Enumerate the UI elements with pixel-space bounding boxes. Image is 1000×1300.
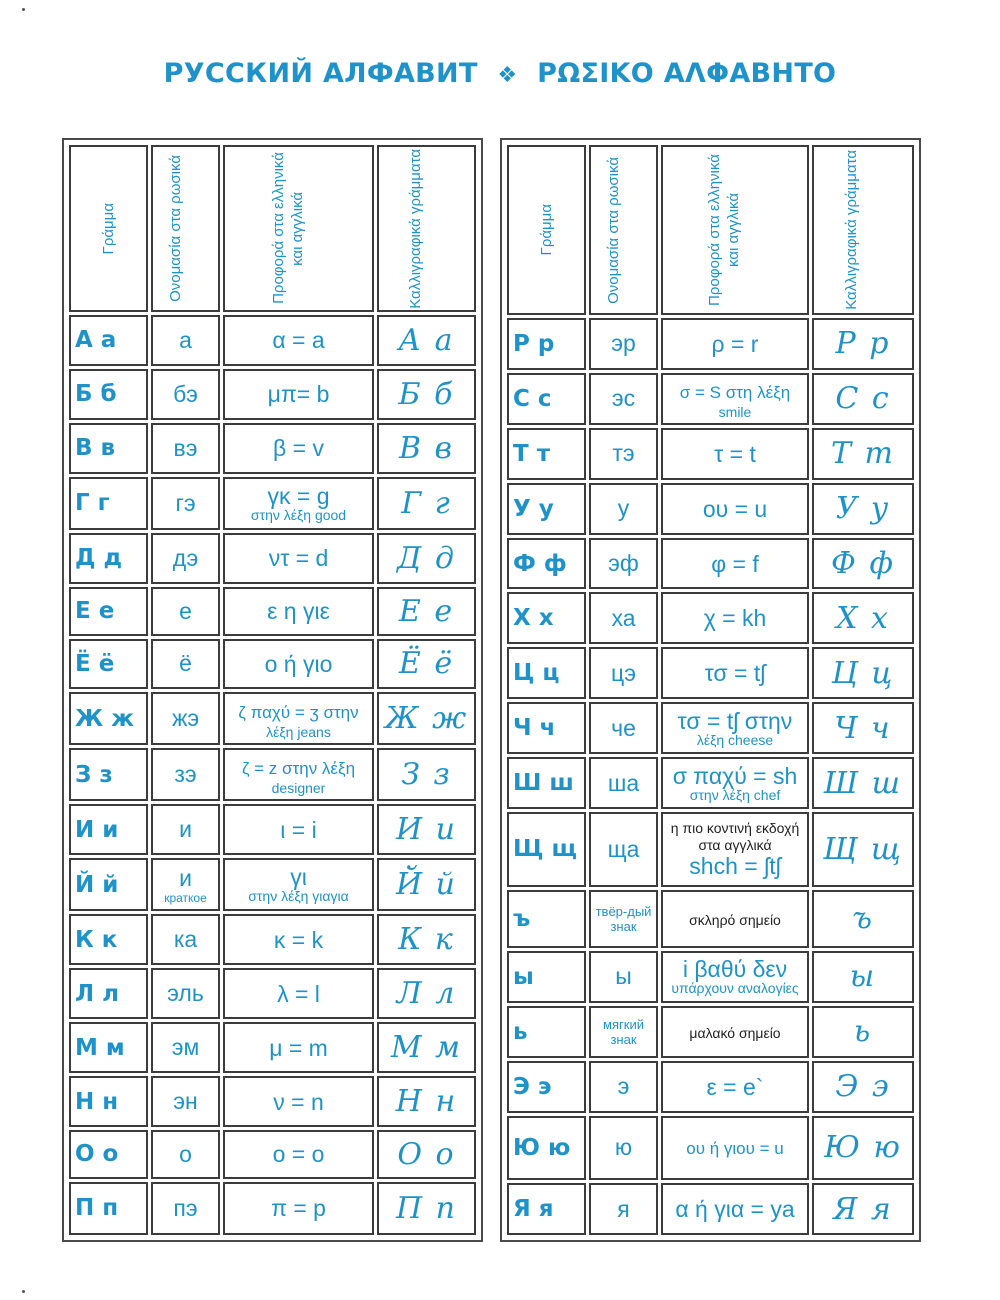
- pronunciation-cell: [661, 1061, 809, 1113]
- russian-name-cell: [589, 428, 658, 480]
- pronunciation-note: μαλακό σημείο: [689, 1025, 781, 1042]
- pronunciation-cell: [661, 592, 809, 644]
- calligraphy-cell: ь: [812, 1006, 914, 1058]
- pronunciation-note: σκληρό σημείο: [689, 912, 781, 929]
- russian-name-cell: [151, 533, 220, 584]
- letter-cell: Т т: [507, 428, 586, 480]
- calligraphy-cell: Ё ё: [377, 639, 476, 690]
- table-row: [507, 812, 914, 887]
- russian-name: у: [617, 495, 630, 522]
- russian-name-cell: [151, 748, 220, 801]
- header-calligraphy: Καλλιγραφικά γράμματα: [377, 145, 476, 312]
- calligraphy-cell: Е е: [377, 587, 476, 636]
- header-russian-name: Ονομασία στα ρωσικά: [589, 145, 658, 315]
- letter-cell: Л л: [69, 968, 148, 1019]
- calligraphy-cell: Т т: [812, 428, 914, 480]
- table-row: [69, 1130, 476, 1179]
- letter-cell: ы: [507, 951, 586, 1003]
- letter-cell: Э э: [507, 1061, 586, 1113]
- letter-cell: Д д: [69, 533, 148, 584]
- pronunciation-cell: [223, 315, 374, 366]
- russian-name: ю: [614, 1134, 633, 1161]
- pronunciation: τσ = tʃ: [704, 660, 766, 687]
- russian-name: ша: [607, 769, 640, 796]
- pronunciation-example: smile: [718, 403, 752, 420]
- table-row: [69, 968, 476, 1019]
- pronunciation: φ = f: [711, 550, 759, 577]
- pronunciation-cell: [661, 647, 809, 699]
- russian-name-cell: [151, 968, 220, 1019]
- table-row: [69, 315, 476, 366]
- russian-name-cell: [589, 1183, 658, 1235]
- russian-name: гэ: [175, 489, 196, 516]
- pronunciation: τ = t: [714, 440, 756, 467]
- calligraphy-cell: Г г: [377, 477, 476, 530]
- russian-name: ка: [173, 926, 198, 953]
- russian-name-cell: [589, 1061, 658, 1113]
- calligraphy-cell: А а: [377, 315, 476, 366]
- table-row: [69, 533, 476, 584]
- table-row: [507, 951, 914, 1003]
- russian-name-cell: [151, 423, 220, 474]
- russian-name-cell: [589, 812, 658, 887]
- pronunciation-cell: [223, 804, 374, 855]
- pronunciation: ρ = r: [711, 330, 759, 357]
- pronunciation-cell: [223, 1182, 374, 1235]
- calligraphy-cell: Х х: [812, 592, 914, 644]
- pronunciation: ε = e`: [706, 1073, 764, 1100]
- russian-name-cell: [151, 692, 220, 745]
- russian-name: жэ: [171, 705, 200, 732]
- header-letter: Γράμμα: [507, 145, 586, 315]
- pronunciation-example: λέξη jeans: [266, 723, 331, 740]
- russian-name: ё: [179, 650, 192, 677]
- pronunciation: i βαθύ δεν: [682, 956, 788, 983]
- calligraphy-cell: П п: [377, 1182, 476, 1235]
- russian-name-cell: [589, 1006, 658, 1058]
- pronunciation-cell: [223, 914, 374, 965]
- pronunciation-example: υπάρχουν αναλογίες: [671, 980, 799, 997]
- pronunciation-cell: [661, 373, 809, 425]
- calligraphy-cell: Р р: [812, 318, 914, 370]
- table-row: [507, 702, 914, 754]
- pronunciation: α = a: [272, 327, 325, 354]
- russian-name: эф: [608, 550, 639, 577]
- russian-name: ы: [615, 963, 632, 990]
- pronunciation: ι = i: [280, 816, 317, 843]
- letter-cell: Б б: [69, 369, 148, 420]
- russian-name-cell: [589, 1116, 658, 1180]
- table-row: [69, 858, 476, 911]
- letter-cell: И и: [69, 804, 148, 855]
- alphabet-table-right: [500, 138, 921, 1242]
- pronunciation: ου = u: [702, 495, 768, 522]
- russian-name-cell: [589, 318, 658, 370]
- pronunciation-note: η πιο κοντινή εκδοχή στα αγγλικά: [670, 820, 800, 854]
- table-row: [507, 1061, 914, 1113]
- calligraphy-cell: Н н: [377, 1076, 476, 1127]
- calligraphy-cell: С с: [812, 373, 914, 425]
- calligraphy-cell: Ц ц: [812, 647, 914, 699]
- table-row: [507, 890, 914, 948]
- russian-name: твёр-дый знак: [595, 903, 652, 934]
- letter-cell: Ч ч: [507, 702, 586, 754]
- pronunciation: ο = o: [272, 1141, 325, 1168]
- russian-name: тэ: [612, 440, 635, 467]
- russian-name: че: [611, 714, 636, 741]
- table-row: [69, 587, 476, 636]
- calligraphy-cell: Э э: [812, 1061, 914, 1113]
- header-letter: Γράμμα: [69, 145, 148, 312]
- table-row: [507, 757, 914, 809]
- title-russian: РУССКИЙ АЛФАВИТ: [163, 58, 478, 89]
- pronunciation-cell: [223, 1076, 374, 1127]
- russian-name-cell: [589, 538, 658, 590]
- title-separator-icon: ❖: [497, 63, 518, 88]
- table-row: [507, 373, 914, 425]
- calligraphy-cell: Д д: [377, 533, 476, 584]
- table-row: [69, 1182, 476, 1235]
- calligraphy-cell: ы: [812, 951, 914, 1003]
- table-row: [507, 1006, 914, 1058]
- russian-name-cell: [151, 315, 220, 366]
- title-greek: ΡΩΣΙΚΟ ΑΛΦΑΒΗΤΟ: [537, 58, 837, 89]
- pronunciation: ο ή γιο: [264, 650, 333, 677]
- pronunciation: μπ= b: [267, 381, 330, 408]
- letter-cell: Х х: [507, 592, 586, 644]
- table-row: [507, 483, 914, 535]
- russian-name-cell: [589, 483, 658, 535]
- letter-cell: К к: [69, 914, 148, 965]
- calligraphy-cell: Й й: [377, 858, 476, 911]
- calligraphy-cell: В в: [377, 423, 476, 474]
- table-row: [507, 428, 914, 480]
- pronunciation: ν = n: [273, 1088, 324, 1115]
- letter-cell: Ю ю: [507, 1116, 586, 1180]
- table-row: [69, 369, 476, 420]
- pronunciation: ντ = d: [268, 545, 329, 572]
- table-row: [69, 692, 476, 745]
- pronunciation: σ = S στη λέξη: [679, 382, 791, 402]
- russian-name-cell: [589, 702, 658, 754]
- pronunciation: π = p: [271, 1195, 326, 1222]
- letter-cell: Е е: [69, 587, 148, 636]
- calligraphy-cell: К к: [377, 914, 476, 965]
- russian-name-cell: [589, 890, 658, 948]
- pronunciation-cell: [661, 428, 809, 480]
- pronunciation-cell: [661, 1183, 809, 1235]
- calligraphy-cell: Ю ю: [812, 1116, 914, 1180]
- calligraphy-cell: Я я: [812, 1183, 914, 1235]
- pronunciation-cell: [661, 757, 809, 809]
- russian-name: е: [179, 597, 192, 624]
- page-title: [0, 58, 1000, 89]
- pronunciation: ζ = z στην λέξη: [241, 758, 356, 778]
- corner-dot-top: [22, 8, 25, 11]
- calligraphy-cell: Щ щ: [812, 812, 914, 887]
- russian-name: эс: [611, 385, 636, 412]
- russian-name: о: [179, 1140, 192, 1167]
- table-row: [69, 914, 476, 965]
- pronunciation-cell: [223, 1130, 374, 1179]
- calligraphy-cell: И и: [377, 804, 476, 855]
- letter-cell: ъ: [507, 890, 586, 948]
- russian-name: эр: [611, 330, 636, 357]
- letter-cell: Г г: [69, 477, 148, 530]
- pronunciation-cell: [661, 951, 809, 1003]
- pronunciation: σ παχύ = sh: [672, 762, 798, 789]
- russian-name-cell: [151, 914, 220, 965]
- russian-name: ща: [607, 835, 640, 862]
- pronunciation-cell: [223, 858, 374, 911]
- pronunciation-cell: [661, 1006, 809, 1058]
- russian-name-cell: [151, 587, 220, 636]
- pronunciation: ε η γιε: [267, 598, 330, 625]
- table-row: [507, 538, 914, 590]
- pronunciation-cell: [223, 477, 374, 530]
- table-row: [69, 804, 476, 855]
- pronunciation-cell: [223, 587, 374, 636]
- letter-cell: ь: [507, 1006, 586, 1058]
- calligraphy-cell: Ж ж: [377, 692, 476, 745]
- letter-cell: Ж ж: [69, 692, 148, 745]
- table-row: [507, 1116, 914, 1180]
- calligraphy-cell: Ч ч: [812, 702, 914, 754]
- calligraphy-cell: У у: [812, 483, 914, 535]
- pronunciation: τσ = tʃ στην: [677, 707, 793, 734]
- letter-cell: П п: [69, 1182, 148, 1235]
- letter-cell: Ё ё: [69, 639, 148, 690]
- russian-name: мягкий знак: [603, 1016, 644, 1047]
- russian-name-cell: [589, 757, 658, 809]
- russian-name-sub: краткое: [164, 890, 207, 905]
- pronunciation-cell: [223, 968, 374, 1019]
- alphabet-table-left: [62, 138, 483, 1242]
- table-row: [69, 748, 476, 801]
- header-russian-name: Ονομασία στα ρωσικά: [151, 145, 220, 312]
- russian-name: эль: [167, 980, 204, 1007]
- letter-cell: Я я: [507, 1183, 586, 1235]
- calligraphy-cell: З з: [377, 748, 476, 801]
- pronunciation: μ = m: [269, 1034, 328, 1061]
- pronunciation-cell: [661, 1116, 809, 1180]
- table-row: [69, 1076, 476, 1127]
- pronunciation: κ = k: [273, 926, 324, 953]
- letter-cell: С с: [507, 373, 586, 425]
- russian-name: бэ: [173, 380, 198, 407]
- russian-name-cell: [589, 373, 658, 425]
- russian-name: эм: [171, 1034, 200, 1061]
- table-row: [69, 423, 476, 474]
- header-pronunciation: Προφορά στα ελληνικά και αγγλικά: [661, 145, 809, 315]
- russian-name-cell: [589, 592, 658, 644]
- table-row: [69, 1022, 476, 1073]
- russian-name: э: [617, 1073, 630, 1100]
- letter-cell: В в: [69, 423, 148, 474]
- pronunciation-cell: [661, 318, 809, 370]
- calligraphy-cell: М м: [377, 1022, 476, 1073]
- russian-name-cell: [151, 1076, 220, 1127]
- calligraphy-cell: Б б: [377, 369, 476, 420]
- russian-name: ха: [611, 604, 636, 631]
- pronunciation-cell: [223, 369, 374, 420]
- russian-name-cell: [151, 477, 220, 530]
- letter-cell: Ф ф: [507, 538, 586, 590]
- pronunciation-example: στην λέξη γιαγια: [248, 888, 349, 905]
- russian-name: и: [179, 816, 192, 843]
- russian-name: пэ: [173, 1194, 198, 1221]
- pronunciation: γι: [290, 864, 307, 891]
- calligraphy-cell: Ш ш: [812, 757, 914, 809]
- russian-name: дэ: [172, 544, 199, 571]
- pronunciation: α ή για = ya: [675, 1196, 795, 1223]
- corner-dot-bottom: [22, 1290, 25, 1293]
- letter-cell: Р р: [507, 318, 586, 370]
- russian-name: и: [179, 864, 192, 891]
- pronunciation-cell: [223, 533, 374, 584]
- russian-name-cell: [589, 647, 658, 699]
- pronunciation-example: λέξη cheese: [696, 731, 774, 748]
- pronunciation-cell: [661, 812, 809, 887]
- table-row: [507, 647, 914, 699]
- calligraphy-cell: Ф ф: [812, 538, 914, 590]
- letter-cell: Ц ц: [507, 647, 586, 699]
- russian-name: а: [179, 326, 192, 353]
- letter-cell: М м: [69, 1022, 148, 1073]
- letter-cell: А а: [69, 315, 148, 366]
- russian-name-cell: [151, 1182, 220, 1235]
- header-pronunciation: Προφορά στα ελληνικά και αγγλικά: [223, 145, 374, 312]
- letter-cell: Н н: [69, 1076, 148, 1127]
- pronunciation-example: στην λέξη good: [250, 506, 347, 523]
- pronunciation: ου ή γιου = u: [686, 1139, 784, 1159]
- calligraphy-cell: О о: [377, 1130, 476, 1179]
- russian-name-cell: [151, 858, 220, 911]
- table-row: [507, 318, 914, 370]
- letter-cell: З з: [69, 748, 148, 801]
- pronunciation: ζ παχύ = ʒ στην: [238, 702, 359, 722]
- pronunciation: γκ = g: [267, 482, 330, 509]
- calligraphy-cell: Л л: [377, 968, 476, 1019]
- russian-name: вэ: [173, 434, 198, 461]
- russian-name: я: [617, 1195, 630, 1222]
- pronunciation: β = v: [273, 435, 324, 462]
- letter-cell: Щ щ: [507, 812, 586, 887]
- letter-cell: Й й: [69, 858, 148, 911]
- russian-name-cell: [151, 639, 220, 690]
- header-calligraphy: Καλλιγραφικά γράμματα: [812, 145, 914, 315]
- russian-name-cell: [589, 951, 658, 1003]
- pronunciation-cell: [661, 890, 809, 948]
- pronunciation-cell: [223, 1022, 374, 1073]
- pronunciation-example: στην λέξη chef: [689, 786, 781, 803]
- table-row: [507, 592, 914, 644]
- pronunciation: χ = kh: [703, 605, 767, 632]
- table-row: [69, 639, 476, 690]
- pronunciation: λ = l: [277, 980, 320, 1007]
- table-row: [507, 1183, 914, 1235]
- russian-name: цэ: [611, 659, 636, 686]
- table-row: [69, 477, 476, 530]
- pronunciation-example: designer: [271, 779, 326, 796]
- pronunciation-cell: [661, 702, 809, 754]
- russian-name: эн: [173, 1088, 198, 1115]
- pronunciation-cell: [223, 639, 374, 690]
- pronunciation-cell: [661, 538, 809, 590]
- pronunciation-cell: [223, 423, 374, 474]
- russian-name-cell: [151, 804, 220, 855]
- letter-cell: О о: [69, 1130, 148, 1179]
- letter-cell: Ш ш: [507, 757, 586, 809]
- russian-name-cell: [151, 369, 220, 420]
- russian-name: зэ: [174, 761, 197, 788]
- pronunciation: shch = ʃtʃ: [689, 853, 781, 880]
- calligraphy-cell: ъ: [812, 890, 914, 948]
- pronunciation-cell: [223, 692, 374, 745]
- letter-cell: У у: [507, 483, 586, 535]
- pronunciation-cell: [661, 483, 809, 535]
- russian-name-cell: [151, 1022, 220, 1073]
- russian-name-cell: [151, 1130, 220, 1179]
- pronunciation-cell: [223, 748, 374, 801]
